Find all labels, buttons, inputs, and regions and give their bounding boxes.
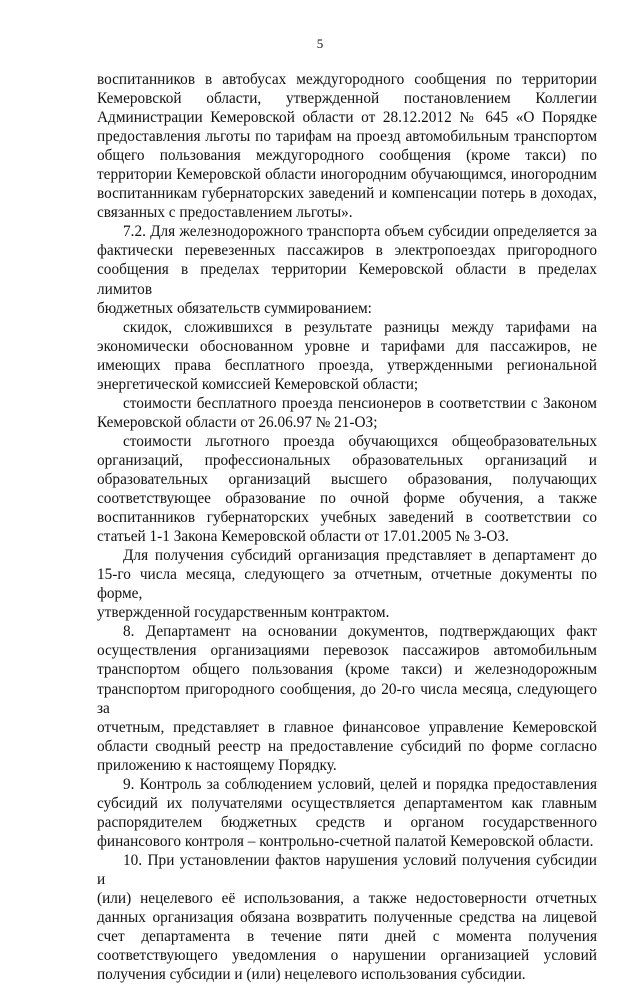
text-line: утвержденной государственным контрактом. — [97, 604, 390, 622]
text-line: соответствующего уведомления о нарушении организацией условий — [97, 947, 597, 965]
text-line: счет департамента в течение пяти дней с момента получения — [97, 928, 597, 946]
text-line: получения субсидии и (или) нецелевого использования субсидии. — [97, 966, 526, 984]
text-line: области сводный реестр на предоставление субсидий по форме согласно — [97, 737, 597, 755]
text-line: распорядителем бюджетных средств и органом государственного — [97, 813, 597, 831]
text-line: территории Кемеровской области иногородним обучающимся, иногородним — [97, 166, 597, 184]
text-line: 9. Контроль за соблюдением условий, целей и порядка предоставления — [123, 775, 597, 793]
text-line: приложению к настоящему Порядку. — [97, 756, 337, 774]
document-body — [97, 70, 597, 984]
text-line: стоимости льготного проезда обучающихся общеобразовательных — [123, 432, 597, 450]
text-line: Для получения субсидий организация представляет в департамент до — [123, 547, 597, 565]
page-number: 5 — [316, 36, 324, 51]
text-line: Администрации Кемеровской области от 28.12.2012 № 645 «О Порядке — [97, 109, 597, 127]
text-line: имеющих права бесплатного проезда, утвержденными региональной — [97, 356, 597, 374]
text-line: транспортом пригородного сообщения, до 20-го числа месяца, следующего за — [97, 680, 597, 717]
text-line: стоимости бесплатного проезда пенсионеров в соответствии с Законом — [123, 394, 597, 412]
text-line: энергетической комиссией Кемеровской области; — [97, 375, 419, 393]
text-line: соответствующее образование по очной форме обучения, а также — [97, 490, 597, 508]
text-line: (или) нецелевого её использования, а также недостоверности отчетных — [97, 890, 597, 908]
text-line: фактически перевезенных пассажиров в электропоездах пригородного — [97, 242, 597, 260]
text-line: отчетным, представляет в главное финансовое управление Кемеровской — [97, 718, 597, 736]
text-line: общего пользования междугородного сообщения (кроме такси) по — [97, 147, 597, 165]
text-line: образовательных организаций высшего образования, получающих — [97, 470, 597, 488]
text-line: 7.2. Для железнодорожного транспорта объем субсидии определяется за — [123, 223, 597, 241]
text-line: 10. При установлении фактов нарушения условий получения субсидии и — [97, 851, 597, 888]
text-line: данных организация обязана возвратить полученные средства на лицевой — [97, 909, 597, 927]
text-line: воспитанников губернаторских учебных заведений в соответствии со — [97, 509, 597, 527]
text-line: организаций, профессиональных образовательных организаций и — [97, 451, 597, 469]
text-line: сообщения в пределах территории Кемеровской области в пределах лимитов — [97, 261, 597, 298]
text-line: финансового контроля – контрольно-счетной палатой Кемеровской области. — [97, 832, 594, 850]
text-line: осуществления организациями перевозок пассажиров автомобильным — [97, 642, 597, 660]
text-line: транспортом общего пользования (кроме такси) и железнодорожным — [97, 661, 597, 679]
text-line: Кемеровской области от 26.06.97 № 21-ОЗ; — [97, 413, 378, 431]
text-line: воспитанников в автобусах междугородного сообщения по территории — [97, 71, 597, 88]
text-line: экономически обоснованном уровне и тарифами для пассажиров, не — [97, 337, 597, 355]
text-line: связанных с предоставлением льготы». — [97, 204, 353, 222]
text-line: 15-го числа месяца, следующего за отчетным, отчетные документы по форме, — [97, 566, 597, 603]
text-line: Кемеровской области, утвержденной постановлением Коллегии — [97, 90, 597, 108]
text-line: воспитанникам губернаторских заведений и компенсации потерь в доходах, — [97, 185, 597, 203]
text-line: предоставления льготы по тарифам на проезд автомобильным транспортом — [97, 128, 597, 146]
text-line: бюджетных обязательств суммированием: — [97, 299, 372, 317]
text-line: статьей 1-1 Закона Кемеровской области от 17.01.2005 № 3-ОЗ. — [97, 528, 509, 546]
text-line: 8. Департамент на основании документов, подтверждающих факт — [123, 623, 597, 641]
text-line: субсидий их получателями осуществляется департаментом как главным — [97, 794, 597, 812]
text-line: скидок, сложившихся в результате разницы между тарифами на — [123, 318, 597, 336]
